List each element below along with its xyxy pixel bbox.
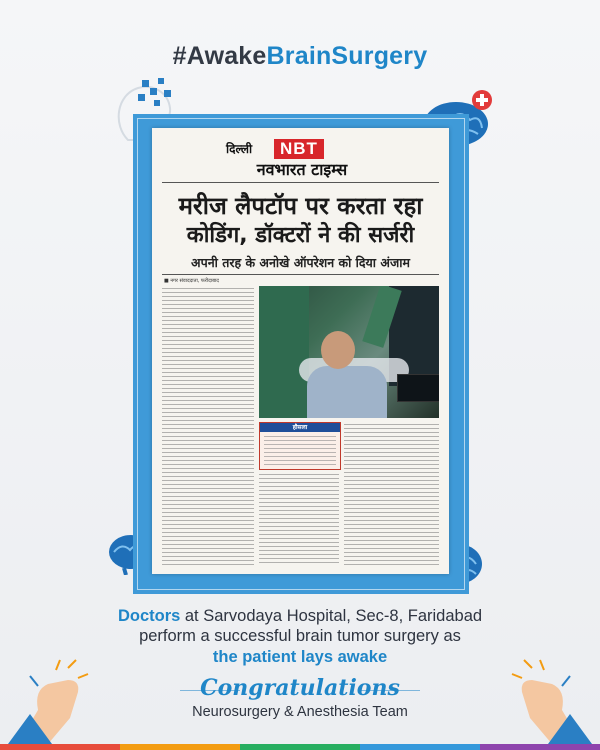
highlight-box xyxy=(259,422,341,470)
newspaper-clipping xyxy=(152,128,449,574)
clapping-hands-left-icon xyxy=(8,640,98,744)
surgery-photo xyxy=(259,286,439,418)
hashtag-title xyxy=(0,42,600,71)
subhead-rule xyxy=(162,274,439,275)
clapping-hands-right-icon xyxy=(502,640,592,744)
masthead-rule xyxy=(162,182,439,183)
caption-accent-doctors: Doctors xyxy=(117,607,181,625)
subheadline: अपनी तरह के अनोखे ऑपरेशन को दिया अंजाम xyxy=(191,255,410,270)
bottom-color-strip xyxy=(0,744,600,750)
headline-line-2: कोडिंग, डॉक्टरों ने की सर्जरी xyxy=(186,223,415,248)
article-column-2 xyxy=(259,474,339,566)
caption-accent-awake: the patient lays awake xyxy=(212,648,388,666)
hashtag-accent: BrainSurgery xyxy=(266,42,428,70)
caption-line-1-rest: at Sarvodaya Hospital, Sec-8, Faridabad xyxy=(180,607,483,625)
article-column-3 xyxy=(344,424,439,566)
nbt-logo: NBT xyxy=(274,139,324,159)
caption-line-1 xyxy=(0,606,600,627)
headline-line-1: मरीज लैपटॉप पर करता रहा xyxy=(178,192,423,220)
hashtag-prefix: #Awake xyxy=(172,42,267,70)
highlight-box-title: हौसला xyxy=(260,423,340,432)
newspaper-masthead xyxy=(212,136,392,178)
masthead-name: नवभारत टाइम्स xyxy=(256,160,348,179)
masthead-city: दिल्ली xyxy=(226,142,253,156)
article-column-1 xyxy=(162,288,254,566)
congratulations-text: Congratulations xyxy=(200,675,400,701)
team-name: Neurosurgery & Anesthesia Team xyxy=(192,704,408,720)
byline: ■ नगर संवाददाता, फरीदाबाद xyxy=(164,278,219,284)
caption-line-2: perform a successful brain tumor surgery as xyxy=(139,627,461,645)
